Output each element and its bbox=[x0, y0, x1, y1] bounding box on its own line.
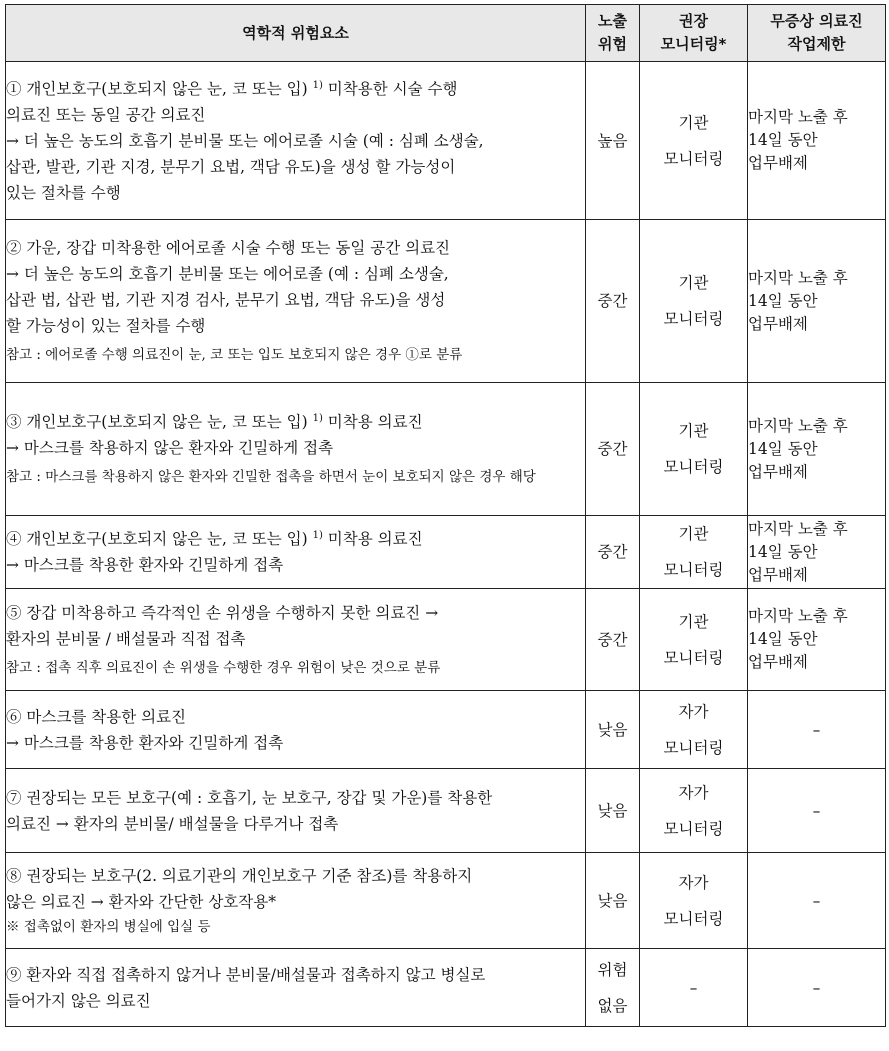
risk-factor-text: ③ 개인보호구(보호되지 않은 눈, 코 또는 입) bbox=[6, 413, 313, 431]
exposure-value: 낮음 bbox=[597, 891, 628, 910]
restriction-cell bbox=[748, 691, 886, 769]
risk-factor-line: 삽관, 발관, 기관 지경, 분무기 요법, 객담 유도)을 생성 할 가능성이 bbox=[6, 157, 456, 176]
table-row bbox=[6, 949, 886, 1027]
risk-factor-note: 참고 : 에어로졸 수행 의료진이 눈, 코 또는 입도 보호되지 않은 경우 ①로 분류 bbox=[6, 347, 463, 363]
risk-factor-line bbox=[6, 409, 585, 435]
restriction-value: – bbox=[812, 801, 821, 820]
monitoring-value: 기관 bbox=[678, 525, 709, 543]
restriction-cell bbox=[748, 769, 886, 853]
restriction-line: 14일 동안 bbox=[748, 291, 818, 310]
restriction-line: 마지막 노출 후 bbox=[748, 607, 848, 625]
risk-factor-line: → 마스크를 착용한 환자와 긴밀하게 접촉 bbox=[6, 556, 284, 574]
risk-factor-text: 미착용 의료진 bbox=[322, 530, 423, 548]
risk-factor-line: 않은 의료진 → 환자와 간단한 상호작용* bbox=[6, 892, 276, 911]
restriction-cell bbox=[748, 516, 886, 589]
risk-factor-cell bbox=[6, 383, 586, 516]
header-monitoring-line: 권장 bbox=[679, 12, 708, 30]
restriction-line: 14일 동안 bbox=[748, 439, 818, 458]
header-exposure-line: 위험 bbox=[598, 35, 627, 53]
monitoring-value: 모니터링 bbox=[663, 310, 724, 328]
exposure-value: 중간 bbox=[597, 543, 628, 561]
header-restriction-line: 무증상 의료진 bbox=[770, 12, 863, 30]
exposure-value: 없음 bbox=[597, 996, 628, 1015]
risk-factor-line: 환자의 분비물 / 배설물과 직접 접촉 bbox=[6, 629, 246, 648]
restriction-value: – bbox=[812, 978, 821, 997]
risk-factor-line: 의료진 → 환자의 분비물/ 배설물을 다루거나 접촉 bbox=[6, 814, 339, 833]
header-factor-label: 역학적 위험요소 bbox=[242, 23, 349, 42]
monitoring-value: – bbox=[689, 978, 698, 997]
risk-factor-line: 들어가지 않은 의료진 bbox=[6, 991, 151, 1010]
risk-factor-cell bbox=[6, 589, 586, 691]
risk-factor-line: ⑧ 권장되는 보호구(2. 의료기관의 개인보호구 기준 참조)를 착용하지 bbox=[6, 866, 473, 885]
risk-factor-line: ⑨ 환자와 직접 접촉하지 않거나 분비물/배설물과 접촉하지 않고 병실로 bbox=[6, 965, 486, 984]
restriction-line: 마지막 노출 후 bbox=[748, 416, 848, 435]
monitoring-cell bbox=[640, 516, 748, 589]
monitoring-value: 기관 bbox=[678, 612, 709, 631]
risk-factor-line: → 마스크를 착용하지 않은 환자와 긴밀하게 접촉 bbox=[6, 439, 334, 457]
monitoring-cell bbox=[640, 691, 748, 769]
restriction-cell bbox=[748, 589, 886, 691]
restriction-line: 업무배제 bbox=[748, 154, 808, 172]
exposure-cell bbox=[586, 691, 640, 769]
exposure-cell bbox=[586, 769, 640, 853]
header-monitoring-line: 모니터링* bbox=[660, 35, 727, 53]
risk-factor-text: ④ 개인보호구(보호되지 않은 눈, 코 또는 입) bbox=[6, 530, 313, 548]
monitoring-value: 모니터링 bbox=[663, 458, 724, 476]
monitoring-cell bbox=[640, 62, 748, 220]
risk-factor-line: ⑦ 권장되는 모든 보호구(예 : 호흡기, 눈 보호구, 장갑 및 가운)를 착용한 bbox=[6, 788, 493, 807]
monitoring-value: 모니터링 bbox=[663, 909, 724, 928]
restriction-cell bbox=[748, 62, 886, 220]
exposure-value: 위험 bbox=[597, 960, 628, 979]
risk-factor-cell bbox=[6, 516, 586, 589]
table-header-row bbox=[6, 5, 886, 62]
restriction-line: 마지막 노출 후 bbox=[748, 268, 848, 287]
exposure-value: 낮음 bbox=[597, 801, 628, 820]
restriction-line: 마지막 노출 후 bbox=[748, 108, 848, 126]
exposure-cell bbox=[586, 949, 640, 1027]
table-row bbox=[6, 853, 886, 949]
risk-factor-note: 참고 : 접촉 직후 의료진이 손 위생을 수행한 경우 위험이 낮은 것으로 분류 bbox=[6, 659, 441, 676]
risk-factor-note: ※ 접촉없이 환자의 병실에 입실 등 bbox=[6, 918, 211, 935]
monitoring-value: 모니터링 bbox=[663, 149, 724, 168]
table-row bbox=[6, 383, 886, 516]
risk-factor-line: → 더 높은 농도의 호흡기 분비물 또는 에어로졸 (예 : 심폐 소생술, bbox=[6, 265, 449, 283]
header-exposure bbox=[586, 5, 640, 62]
restriction-line: 14일 동안 bbox=[748, 542, 818, 561]
table-row bbox=[6, 769, 886, 853]
restriction-cell bbox=[748, 853, 886, 949]
header-restriction bbox=[748, 5, 886, 62]
restriction-cell bbox=[748, 220, 886, 383]
header-exposure-line: 노출 bbox=[598, 12, 627, 30]
risk-classification-table bbox=[5, 4, 886, 1027]
risk-factor-note: 참고 : 마스크를 착용하지 않은 환자와 긴밀한 접촉을 하면서 눈이 보호되지 않은 경우 해당 bbox=[6, 469, 536, 485]
restriction-cell bbox=[748, 383, 886, 516]
exposure-cell bbox=[586, 383, 640, 516]
risk-factor-cell bbox=[6, 220, 586, 383]
header-restriction-line: 작업제한 bbox=[787, 35, 846, 53]
restriction-value: – bbox=[812, 891, 821, 910]
risk-factor-text: 미착용 의료진 bbox=[322, 413, 423, 431]
risk-factor-line: → 더 높은 농도의 호흡기 분비물 또는 에어로졸 시술 (예 : 심폐 소생술, bbox=[6, 131, 484, 150]
risk-factor-cell bbox=[6, 949, 586, 1027]
monitoring-value: 기관 bbox=[678, 113, 709, 132]
exposure-value: 중간 bbox=[597, 630, 628, 649]
footnote-marker: 1) bbox=[312, 79, 323, 91]
restriction-line: 업무배제 bbox=[748, 314, 808, 333]
monitoring-value: 모니터링 bbox=[663, 819, 724, 838]
monitoring-value: 자가 bbox=[678, 783, 709, 802]
risk-factor-line: 삽관 법, 삽관 법, 기관 지경 검사, 분무기 요법, 객담 유도)을 생성 bbox=[6, 291, 446, 309]
risk-factor-line: ⑥ 마스크를 착용한 의료진 bbox=[6, 707, 187, 726]
monitoring-cell bbox=[640, 769, 748, 853]
risk-factor-line: ⑤ 장갑 미착용하고 즉각적인 손 위생을 수행하지 못한 의료진 → bbox=[6, 603, 439, 622]
header-monitoring bbox=[640, 5, 748, 62]
footnote-marker: 1) bbox=[312, 413, 323, 424]
monitoring-cell bbox=[640, 949, 748, 1027]
exposure-value: 중간 bbox=[597, 292, 628, 310]
risk-factor-line: 할 가능성이 있는 절차를 수행 bbox=[6, 317, 206, 335]
monitoring-cell bbox=[640, 589, 748, 691]
risk-factor-line: ② 가운, 장갑 미착용한 에어로졸 시술 수행 또는 동일 공간 의료진 bbox=[6, 239, 451, 257]
risk-factor-line bbox=[6, 76, 585, 102]
table-row bbox=[6, 62, 886, 220]
monitoring-value: 자가 bbox=[678, 873, 709, 892]
restriction-line: 업무배제 bbox=[748, 653, 808, 671]
risk-factor-line: 있는 절차를 수행 bbox=[6, 183, 121, 202]
exposure-value: 중간 bbox=[597, 440, 628, 458]
monitoring-value: 모니터링 bbox=[663, 648, 724, 667]
monitoring-value: 기관 bbox=[678, 422, 709, 440]
monitoring-value: 모니터링 bbox=[663, 561, 724, 579]
restriction-line: 마지막 노출 후 bbox=[748, 519, 848, 538]
risk-factor-cell bbox=[6, 691, 586, 769]
monitoring-value: 자가 bbox=[678, 702, 709, 721]
monitoring-cell bbox=[640, 220, 748, 383]
risk-factor-line: → 마스크를 착용한 환자와 긴밀하게 접촉 bbox=[6, 733, 284, 752]
exposure-cell bbox=[586, 220, 640, 383]
table-row bbox=[6, 220, 886, 383]
restriction-value: – bbox=[812, 720, 821, 739]
restriction-line: 업무배제 bbox=[748, 462, 808, 481]
risk-factor-cell bbox=[6, 853, 586, 949]
exposure-cell bbox=[586, 853, 640, 949]
restriction-cell bbox=[748, 949, 886, 1027]
exposure-cell bbox=[586, 589, 640, 691]
table-row bbox=[6, 691, 886, 769]
restriction-line: 업무배제 bbox=[748, 565, 808, 584]
risk-factor-line bbox=[6, 526, 585, 552]
footnote-marker: 1) bbox=[312, 530, 323, 541]
header-factor bbox=[6, 5, 586, 62]
monitoring-value: 모니터링 bbox=[663, 738, 724, 757]
exposure-cell bbox=[586, 516, 640, 589]
exposure-value: 낮음 bbox=[597, 720, 628, 739]
monitoring-value: 기관 bbox=[678, 274, 709, 292]
table-row bbox=[6, 589, 886, 691]
restriction-line: 14일 동안 bbox=[748, 131, 818, 149]
exposure-cell bbox=[586, 62, 640, 220]
risk-factor-cell bbox=[6, 769, 586, 853]
risk-factor-text: ① 개인보호구(보호되지 않은 눈, 코 또는 입) bbox=[6, 79, 313, 98]
restriction-line: 14일 동안 bbox=[748, 630, 818, 648]
risk-factor-text: 미착용한 시술 수행 bbox=[322, 79, 458, 98]
risk-factor-line: 의료진 또는 동일 공간 의료진 bbox=[6, 105, 206, 124]
exposure-value: 높음 bbox=[597, 131, 628, 150]
table-row bbox=[6, 516, 886, 589]
risk-factor-cell bbox=[6, 62, 586, 220]
monitoring-cell bbox=[640, 383, 748, 516]
monitoring-cell bbox=[640, 853, 748, 949]
